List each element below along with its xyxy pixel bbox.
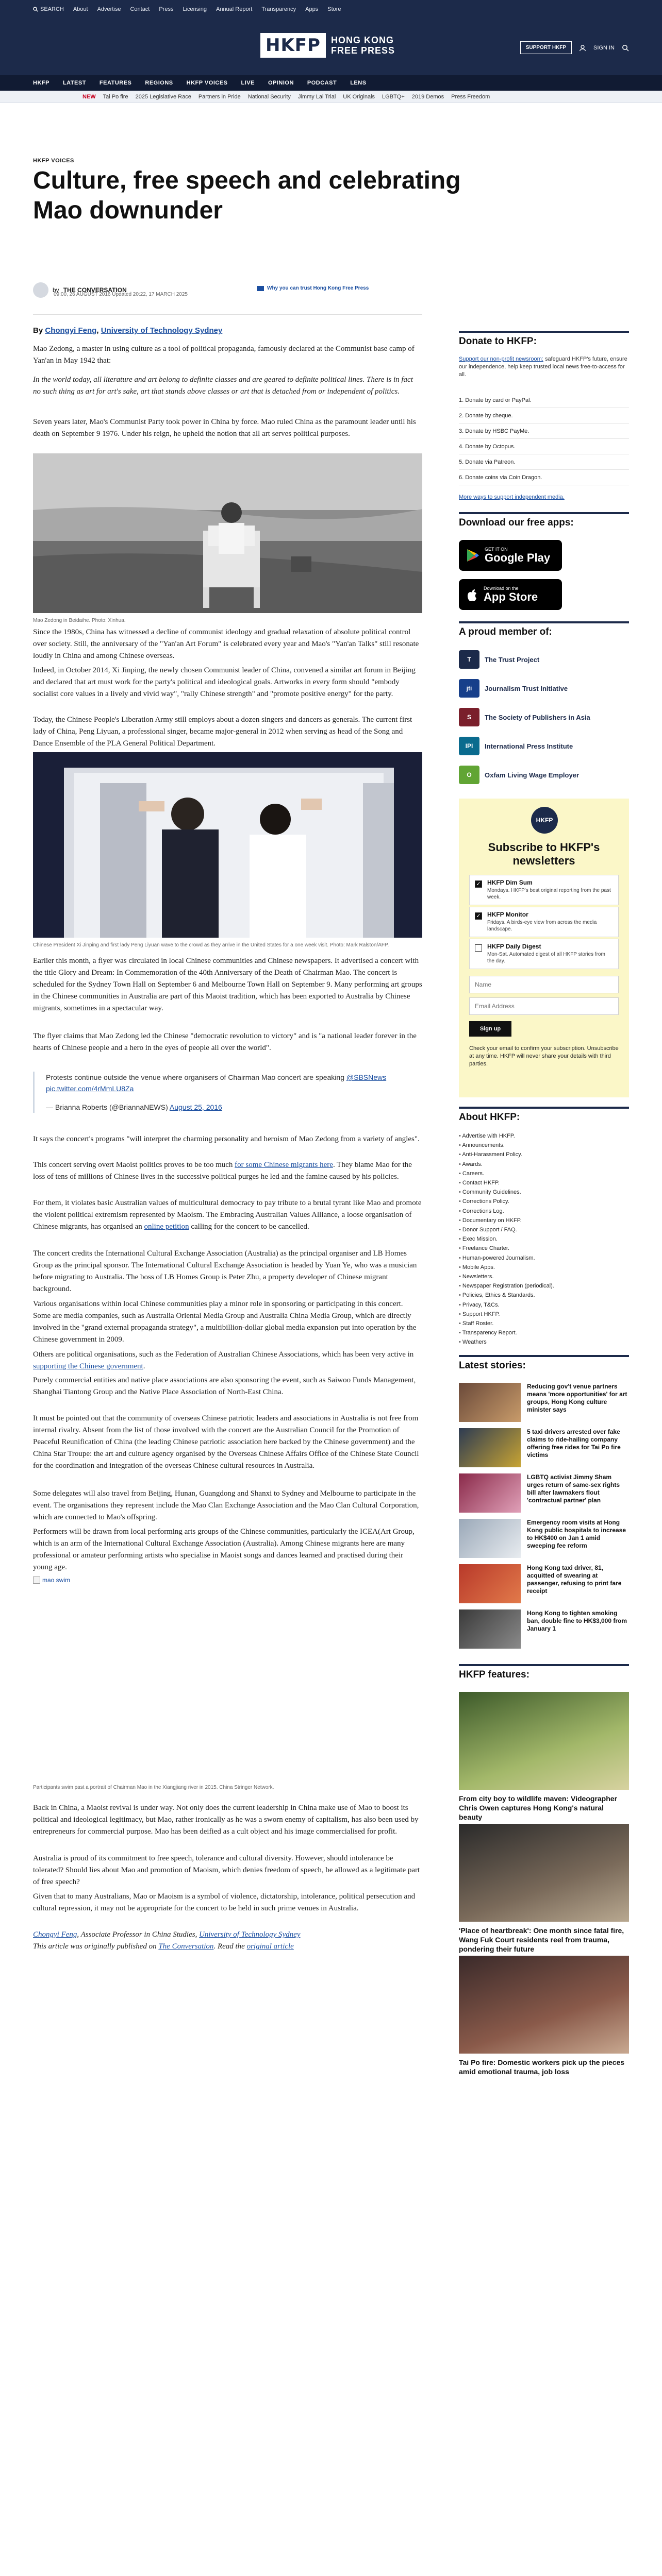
about-link[interactable]: • Exec Mission. <box>459 1234 629 1244</box>
byline-by: by <box>53 286 59 294</box>
app-store-text <box>484 586 538 603</box>
about-link[interactable]: • Documentary on HKFP. <box>459 1216 629 1225</box>
avatar <box>33 282 48 298</box>
newsletter-option-name: HKFP Dim Sum <box>487 879 533 886</box>
trending-ticker <box>0 91 662 103</box>
about-link[interactable]: • Contact HKFP. <box>459 1178 629 1188</box>
article-dates: 09:00, 26 AUGUST 2016 Updated 20:22, 17 MARCH 2025 <box>54 292 188 297</box>
about-link[interactable]: • Announcements. <box>459 1141 629 1150</box>
broken-image <box>33 1577 70 1584</box>
about-link[interactable]: • Freelance Charter. <box>459 1244 629 1253</box>
header-actions <box>520 41 629 54</box>
figure-xi-peng <box>33 752 422 948</box>
newsletter-option-monitor[interactable] <box>469 907 619 937</box>
story-headline: Hong Kong to tighten smoking ban, double fine to HK$3,000 from January 1 <box>527 1609 627 1632</box>
feature-headline: 'Place of heartbreak': One month since fatal fire, Wang Fuk Court residents reel from trauma, pondering their future <box>459 1926 624 1953</box>
app-store-small: Download on the <box>484 586 519 591</box>
member-ipi[interactable] <box>459 737 573 755</box>
paragraph: The concert credits the International Cultural Exchange Association (Australia) as the principal organiser and LB Homes Group as the principal sponsor. The International Cultural Exchange Association is headed by Yuan Ye, who was a musician before migrating to Australia. The boss of LB Homes Group is Peter Zhu, a property developer of Chinese migrant background. <box>33 1249 417 1293</box>
about-link[interactable]: • Donor Support / FAQ. <box>459 1225 629 1234</box>
checkbox-icon[interactable] <box>475 944 482 952</box>
support-hkfp-button[interactable]: SUPPORT HKFP <box>520 41 572 54</box>
text-span: , Associate Professor in China Studies, <box>77 1930 197 1939</box>
text-span: For them, it violates basic Australian values of multicultural democracy to pay tribute to a brutal tyrant like Mao and promote the violent political extremism represented by Maoism. The Embracing Australian Values Alliance, a loose organisation of Chinese migrants, has organised an <box>33 1199 422 1231</box>
nav-item-podcast[interactable]: PODCAST <box>307 80 337 86</box>
ticker-item[interactable]: Partners in Pride <box>198 93 241 100</box>
text-span: . <box>143 1362 145 1370</box>
newsletter-option-dim-sum[interactable] <box>469 875 619 905</box>
author-org-link[interactable]: University of Technology Sydney <box>101 326 223 335</box>
sidebar-divider <box>459 1107 629 1109</box>
app-store-big: App Store <box>484 590 538 603</box>
newsletter-option-name: HKFP Daily Digest <box>487 943 541 950</box>
about-link[interactable]: • Advertise with HKFP. <box>459 1131 629 1141</box>
story-headline: LGBTQ activist Jimmy Sham urges return of same-sex rights bill after lawmakers flout 'contractual partner' plan <box>527 1473 620 1504</box>
nav-item-hkfp[interactable]: HKFP <box>33 80 49 86</box>
inline-link[interactable]: supporting the Chinese government <box>33 1362 143 1370</box>
about-link[interactable]: • Mobile Apps. <box>459 1263 629 1272</box>
original-article-link[interactable]: original article <box>246 1942 294 1951</box>
member-name: Oxfam Living Wage Employer <box>485 771 580 779</box>
ticker-item[interactable]: Press Freedom <box>451 93 490 100</box>
about-link[interactable]: • Awards. <box>459 1160 629 1169</box>
nav-item-regions[interactable]: REGIONS <box>145 80 173 86</box>
feature-story[interactable] <box>459 1692 629 1822</box>
text-span: This concert serving overt Maoist politics proves to be too much <box>33 1161 233 1169</box>
author-sep: , <box>96 326 99 335</box>
ticker-item[interactable]: LGBTQ+ <box>382 93 405 100</box>
ticker-item[interactable]: National Security <box>247 93 291 100</box>
about-link[interactable]: • Staff Roster. <box>459 1319 629 1328</box>
nav-item-opinion[interactable]: OPINION <box>268 80 294 86</box>
about-link[interactable]: • Support HKFP. <box>459 1310 629 1319</box>
article-title: Culture, free speech and celebrating Mao downunder <box>33 167 461 224</box>
newsletter-signup-button[interactable]: Sign up <box>469 1021 511 1037</box>
top-bar <box>0 0 662 19</box>
google-play-button[interactable] <box>459 540 562 571</box>
blockquote: In the world today, all literature and art belong to definite classes and are geared to definite political lines. There is in fact no such thing as art for art's sake, art that stands above classes or art that is detached from or independent of politics. <box>33 376 413 396</box>
newsletter-name-input[interactable] <box>469 976 619 993</box>
member-jti[interactable] <box>459 679 568 698</box>
about-link[interactable]: • Transparency Report. <box>459 1328 629 1337</box>
about-links <box>459 1131 629 1347</box>
nav-item-live[interactable]: LIVE <box>241 80 255 86</box>
feature-story[interactable] <box>459 1956 629 2076</box>
about-link[interactable]: • Corrections Policy. <box>459 1197 629 1206</box>
paragraph: Today, the Chinese People's Liberation Army still employs about a dozen singers and dancers as generals. The current first lady of China, Peng Liyuan, a professional singer, became major-general in 2012 when serving as head of the Song and Dance Ensemble of the PLA General Political Department. <box>33 716 412 748</box>
donate-option[interactable]: 4. Donate by Octopus. <box>459 439 629 454</box>
ticker-item[interactable]: Jimmy Lai Trial <box>297 93 336 100</box>
apple-icon <box>466 587 478 602</box>
about-link[interactable]: • Anti-Harassment Policy. <box>459 1150 629 1159</box>
about-heading: About HKFP: <box>459 1112 520 1123</box>
ticker-item[interactable]: UK Originals <box>343 93 375 100</box>
donate-option[interactable]: 3. Donate by HSBC PayMe. <box>459 423 629 439</box>
xi-peng-photo <box>33 752 422 938</box>
site-logo[interactable] <box>260 33 395 58</box>
donate-more <box>459 494 629 501</box>
about-link[interactable]: • Corrections Log. <box>459 1207 629 1216</box>
paragraph <box>33 1159 422 1183</box>
tweet-author: — Brianna Roberts (@BriannaNEWS) <box>46 1103 168 1111</box>
logo-mark: HKFP <box>260 33 326 58</box>
author-credit <box>33 325 422 336</box>
member-oxfam[interactable] <box>459 766 579 784</box>
donate-intro-text: safeguard HKFP's future, ensure our independence, help keep trusted local news free-to-access for all. <box>459 356 627 378</box>
feature-headline: Tai Po fire: Domestic workers pick up the pieces amid emotional trauma, job loss <box>459 2058 625 2076</box>
member-name: The Society of Publishers in Asia <box>485 713 590 721</box>
story-headline: Reducing gov't venue partners means 'more opportunities' for art groups, Hong Kong culture minister says <box>527 1383 627 1413</box>
checkbox-checked-icon[interactable]: ✓ <box>475 912 482 920</box>
top-link-apps[interactable]: Apps <box>305 6 319 12</box>
story-thumbnail <box>459 1428 521 1467</box>
tweet-pic-link[interactable]: pic.twitter.com/4rMmLU8Za <box>46 1084 134 1093</box>
nav-item-hkfp-voices[interactable]: HKFP VOICES <box>186 80 228 86</box>
checkbox-checked-icon[interactable]: ✓ <box>475 880 482 888</box>
paragraph: It says the concert's programs "will interpret the charming personality and heroism of Mao Zedong from a variety of angles". <box>33 1135 420 1143</box>
top-search-label: SEARCH <box>40 6 64 12</box>
feature-headline: From city boy to wildlife maven: Videographer Chris Owen captures Hong Kong's natural beauty <box>459 1794 618 1821</box>
ipi-icon: IPI <box>459 737 479 755</box>
divider <box>33 314 422 315</box>
member-name: The Trust Project <box>485 655 540 664</box>
user-icon[interactable] <box>579 44 586 52</box>
top-link-annual-report[interactable]: Annual Report <box>216 6 253 12</box>
about-link[interactable]: • Policies, Ethics & Standards. <box>459 1291 629 1300</box>
text-span: calling for the concert to be cancelled. <box>191 1223 309 1231</box>
trust-link[interactable] <box>257 285 369 291</box>
donate-heading: Donate to HKFP: <box>459 336 537 347</box>
tweet-date-link[interactable]: August 25, 2016 <box>169 1103 222 1111</box>
donate-intro-link[interactable]: Support our non-profit newsroom: <box>459 356 543 362</box>
newsletter-option-desc: Fridays. A birds-eye view from across the media landscape. <box>487 920 597 932</box>
top-link-store[interactable]: Store <box>327 6 341 12</box>
tweet-text: Protests continue outside the venue where organisers of Chairman Mao concert are speaking <box>46 1073 344 1081</box>
sidebar-divider <box>459 1664 629 1666</box>
member-trust-project[interactable] <box>459 650 539 669</box>
newsletter-option-name: HKFP Monitor <box>487 911 528 918</box>
donate-intro <box>459 355 629 379</box>
newsletter-option-desc: Mondays. HKFP's best original reporting from the past week. <box>487 888 611 900</box>
newsletter-option-daily-digest[interactable] <box>469 939 619 969</box>
header-search-icon[interactable] <box>622 44 629 52</box>
google-play-small: GET IT ON <box>485 547 508 552</box>
members-heading: A proud member of: <box>459 626 552 637</box>
ticker-item[interactable]: 2025 Legislative Race <box>135 93 191 100</box>
features-heading: HKFP features: <box>459 1669 529 1680</box>
newsletter-badge: HKFP <box>531 807 558 834</box>
article-kicker[interactable]: HKFP VOICES <box>33 158 74 164</box>
latest-story[interactable] <box>459 1609 629 1653</box>
about-link[interactable]: • Newspaper Registration (periodical). <box>459 1281 629 1291</box>
paragraph: Australia is proud of its commitment to free speech, tolerance and cultural diversity. However, should intolerance be tolerated? Should lies about Mao and promotion of Maoism, which denies freedom of speech, be allowed as a legitimate part of free speech? <box>33 1854 420 1886</box>
figure-caption: Participants swim past a portrait of Chairman Mao in the Xiangjiang river in 2015. China Stringer Network. <box>33 1785 274 1790</box>
paragraph: Given that to many Australians, Mao or Maoism is a symbol of violence, dictatorship, intolerance, political persecution and cultural repression, it may not be appropriate for the concert to be held in such prime venues in Australia. <box>33 1892 416 1912</box>
google-play-big: Google Play <box>485 551 551 564</box>
newsletter-heading: Subscribe to HKFP's newsletters <box>488 841 600 867</box>
donate-option[interactable]: 5. Donate via Patreon. <box>459 454 629 470</box>
jti-icon: jti <box>459 679 479 698</box>
google-play-text <box>485 547 550 564</box>
donate-option[interactable]: 6. Donate coins via Coin Dragon. <box>459 470 629 485</box>
latest-heading: Latest stories: <box>459 1360 526 1371</box>
member-sopa[interactable] <box>459 708 590 726</box>
tweet-handle-link[interactable]: @SBSNews <box>346 1073 387 1081</box>
sign-in-link[interactable]: SIGN IN <box>593 44 615 51</box>
top-link-press[interactable]: Press <box>159 6 174 12</box>
newsletter-option-desc: Mon-Sat. Automated digest of all HKFP stories from the day. <box>487 952 605 964</box>
conversation-link[interactable]: The Conversation <box>158 1942 214 1951</box>
petition-link[interactable]: online petition <box>144 1223 189 1231</box>
tweet-body <box>46 1072 422 1094</box>
article-endnote <box>33 1929 422 1953</box>
top-link-transparency[interactable]: Transparency <box>261 6 296 12</box>
feature-image <box>459 1824 629 1922</box>
top-link-advertise[interactable]: Advertise <box>97 6 121 12</box>
about-link[interactable]: • Privacy, T&Cs. <box>459 1300 629 1310</box>
donate-option[interactable]: 1. Donate by card or PayPal. <box>459 393 629 408</box>
paragraph: Performers will be drawn from local performing arts groups of the Chinese communities, particularly the ICEA(Art Group, which is an arm of the International Cultural Exchange Association (Australia). Among Chinese migrants here are many professional or amateur performing artists who specialise in Maoist songs and dances learned and practised during their young age. <box>33 1528 415 1571</box>
main-nav <box>0 75 662 91</box>
latest-story[interactable] <box>459 1428 629 1471</box>
tweet-signature <box>46 1101 422 1113</box>
trust-badge-icon <box>257 286 264 291</box>
feature-image <box>459 1956 629 2054</box>
logo-line-2: FREE PRESS <box>330 45 395 56</box>
story-headline: Hong Kong taxi driver, 81, acquitted of swearing at passenger, refusing to print fare receipt <box>527 1564 622 1595</box>
paragraph: It must be pointed out that the community of overseas Chinese patriotic leaders and associations in Australia is not free from internal rivalry. Absent from the list of those involved with the concert are the Australian Council for the Promotion of Peaceful Reunification of China (the leading Chinese patriotic association here backed by the Chinese government) and the China Star Troupe: the art and culture agency organised by the Overseas Chinese Affairs Office of the Chinese State Council for the coordination and integration of the overseas Chinese cultural resources in Australia. <box>33 1414 419 1470</box>
nav-item-lens[interactable]: LENS <box>350 80 367 86</box>
logo-wordmark <box>331 35 395 56</box>
trust-project-icon: T <box>459 650 479 669</box>
paragraph: Various organisations within local Chinese communities play a minor role in sponsoring or participating in this concert. Some are media companies, such as Australia Oriental Media Group and Australia China Media Group, which are directly involved in the "grand external propaganda strategy", a multibillion-dollar global media expansion put into operation by the Chinese government in 2009. <box>33 1300 417 1344</box>
feature-story[interactable] <box>459 1824 629 1954</box>
mao-photo <box>33 453 422 613</box>
author-link[interactable]: Chongyi Feng <box>45 326 97 335</box>
figure-mao-beidaihe <box>33 453 422 623</box>
broken-image-alt: mao swim <box>42 1577 71 1584</box>
site-header <box>0 19 662 75</box>
newsletter-email-input[interactable] <box>469 997 619 1015</box>
endnote-org-link[interactable]: University of Technology Sydney <box>199 1930 301 1939</box>
member-name: International Press Institute <box>485 742 573 750</box>
ticker-item[interactable]: Tai Po fire <box>103 93 128 100</box>
latest-story[interactable] <box>459 1383 629 1426</box>
donate-option[interactable]: 2. Donate by cheque. <box>459 408 629 423</box>
text-span: . Read the <box>213 1942 245 1951</box>
paragraph: Some delegates will also travel from Beijing, Hunan, Guangdong and Shanxi to Sydney and Melbourne to participate in the event. The organisations they represent include the Mao Clan Exchange Association and the Mao Clan Cultural Corporation, which are connected to Mao's offspring. <box>33 1489 419 1521</box>
text-span: Others are political organisations, such as the Federation of Australian Chinese Associations, which has been very active in <box>33 1350 414 1359</box>
figure-caption: Chinese President Xi Jinping and first lady Peng Liyuan wave to the crowd as they arrive in the United States for a one week visit. Photo: Mark Ralston/AFP. <box>33 942 389 948</box>
story-thumbnail <box>459 1609 521 1649</box>
story-headline: 5 taxi drivers arrested over fake claims to ride-hailing company offering free rides for Tai Po fire victims <box>527 1428 621 1459</box>
nav-item-latest[interactable]: LATEST <box>62 80 86 86</box>
byline-author[interactable]: THE CONVERSATION <box>63 286 127 294</box>
paragraph <box>33 1349 422 1372</box>
feature-image <box>459 1692 629 1790</box>
author-prefix: By <box>33 326 43 335</box>
broken-image-icon <box>33 1577 40 1584</box>
logo-line-1: HONG KONG <box>330 35 394 45</box>
search-icon <box>33 7 38 12</box>
trust-link-label: Why you can trust Hong Kong Free Press <box>267 285 369 291</box>
about-link[interactable]: • Human-powered Journalism. <box>459 1253 629 1263</box>
donate-more-link[interactable]: More ways to support independent media. <box>459 494 565 500</box>
nav-item-features[interactable]: FEATURES <box>99 80 132 86</box>
sidebar-divider <box>459 512 629 514</box>
top-search-link[interactable] <box>33 6 64 12</box>
sopa-icon: S <box>459 708 479 726</box>
paragraph: Mao Zedong, a master in using culture as a tool of political propaganda, famously declared at the Communist base camp of Yan'an in May 1942 that: <box>33 345 415 365</box>
paragraph: Back in China, a Maoist revival is under way. Not only does the current leadership in China make use of Mao to boost its political and ideological legitimacy, but Mao, rather ironically as he was a sworn enemy of capitalism, has also been used by entrepreneurs for commercial purpose. Mao has been deified as a cult object and his image commercialised for profit. <box>33 1804 419 1836</box>
apps-heading: Download our free apps: <box>459 517 574 528</box>
sidebar-divider <box>459 621 629 623</box>
sidebar-divider <box>459 1355 629 1357</box>
top-link-licensing[interactable]: Licensing <box>183 6 207 12</box>
inline-link[interactable]: for some Chinese migrants here <box>235 1161 333 1169</box>
paragraph: Since the 1980s, China has witnessed a decline of communist ideology and gradual relaxation of absolute political control over society. Still, the anniversary of the "Yan'an Art Forum" is celebrated every year and Mao's "Yan'an Talks" still resonate loudly in China and among Chinese overseas. <box>33 628 419 660</box>
paragraph <box>33 1197 422 1233</box>
newsletter-footnote: Check your email to confirm your subscription. Unsubscribe at any time. HKFP will never share your details with third parties. <box>469 1045 619 1067</box>
about-link[interactable]: • Community Guidelines. <box>459 1188 629 1197</box>
endnote-author-link[interactable]: Chongyi Feng <box>33 1930 77 1939</box>
latest-story[interactable] <box>459 1473 629 1517</box>
oxfam-icon: O <box>459 766 479 784</box>
latest-story[interactable] <box>459 1564 629 1607</box>
latest-story[interactable] <box>459 1519 629 1562</box>
text-span: . They blame Mao for the loss of tens of millions of Chinese lives in the successive political purges he led and the famine caused by his policies. <box>33 1161 412 1181</box>
story-thumbnail <box>459 1383 521 1422</box>
top-link-about[interactable]: About <box>73 6 88 12</box>
story-thumbnail <box>459 1473 521 1513</box>
about-link[interactable]: • Newsletters. <box>459 1272 629 1281</box>
about-link[interactable]: • Careers. <box>459 1169 629 1178</box>
paragraph: Indeed, in October 2014, Xi Jinping, the newly chosen Communist leader of China, convened a similar art forum in Beijing and declared that art must work for the party's political and ideological goals. Artworks in every form should "embody socialist core values in a lively and vivid way", "rally Chinese strength" and "promote positive energy" for the party. <box>33 666 416 698</box>
paragraph: The flyer claims that Mao Zedong led the Chinese "democratic revolution to victory" and is "a national leader forever in the hearts of Chinese people and a hero in the eyes of people all over the world". <box>33 1032 417 1052</box>
paragraph: Purely commercial entities and native place associations are also sponsoring the event, such as Saiwoo Funds Management, Shanghai Tiantong Group and the Native Place Association of North-East China. <box>33 1376 416 1396</box>
sidebar-divider <box>459 331 629 333</box>
paragraph: Earlier this month, a flyer was circulated in local Chinese communities and Chinese newspapers. It advertised a concert with the title Glory and Dream: In Commemoration of the 40th Anniversary of the Death of Chairman Mao. The concert is scheduled for the Sydney Town Hall on September 6 and Melbourne Town Hall on September 9. Many performing art groups in the Chinese communities in Australia are part of this Maoist tradition, which has been exported to Australia by Chinese migrants, sometimes in a spectacular way. <box>33 957 422 1012</box>
ticker-new-label: NEW <box>82 93 96 100</box>
newsletter-box <box>459 799 629 1097</box>
app-store-button[interactable] <box>459 579 562 610</box>
embedded-tweet <box>33 1072 422 1113</box>
figure-caption: Mao Zedong in Beidaihe. Photo: Xinhua. <box>33 618 126 623</box>
about-link[interactable]: • Weathers <box>459 1337 629 1347</box>
story-thumbnail <box>459 1519 521 1558</box>
ticker-item[interactable]: 2019 Demos <box>411 93 444 100</box>
paragraph: Seven years later, Mao's Communist Party took power in China by force. Mao ruled China as the paramount leader until his death on September 9 1976. Under his reign, he upheld the notion that all art serves political purposes. <box>33 418 416 438</box>
member-name: Journalism Trust Initiative <box>485 684 568 692</box>
story-headline: Emergency room visits at Hong Kong public hospitals to increase to HK$400 on Jan 1 amid sweeping fee reform <box>527 1519 626 1549</box>
top-link-contact[interactable]: Contact <box>130 6 150 12</box>
donate-options <box>459 393 629 485</box>
google-play-icon <box>466 548 479 563</box>
story-thumbnail <box>459 1564 521 1603</box>
text-span: This article was originally published on <box>33 1942 157 1951</box>
